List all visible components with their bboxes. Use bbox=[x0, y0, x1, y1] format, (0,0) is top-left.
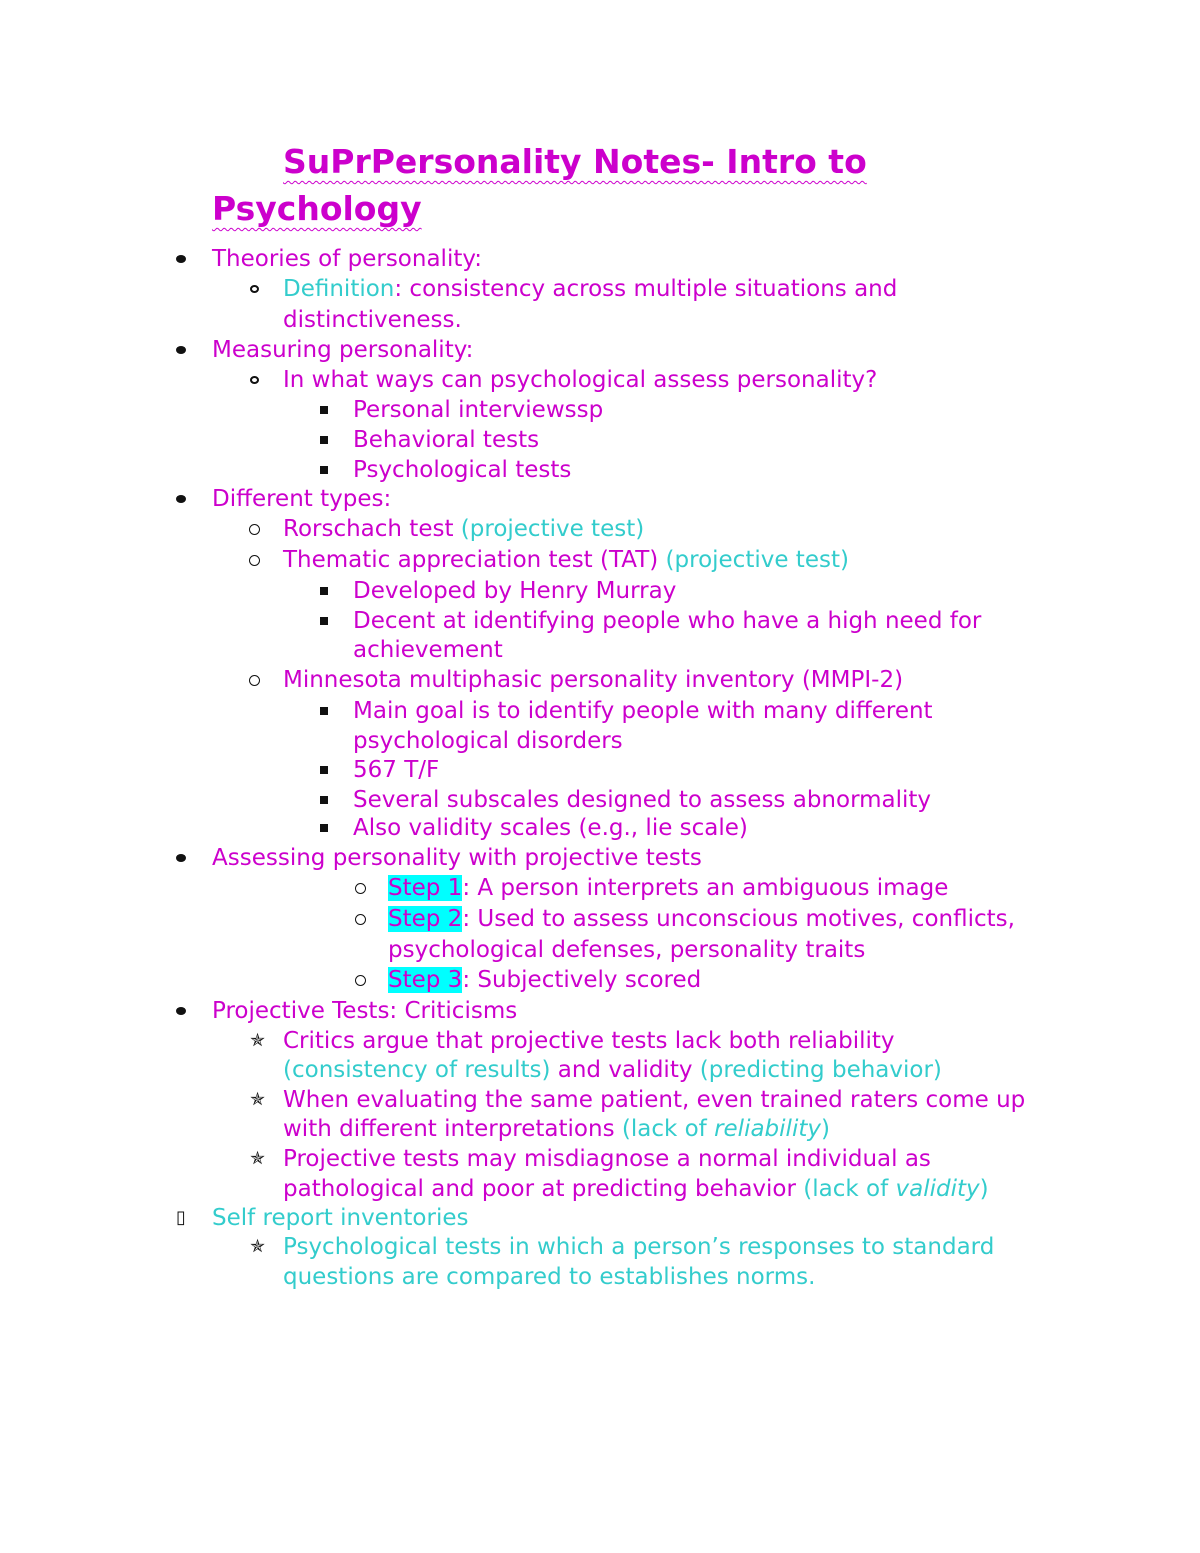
list-item-text: Assessing personality with projective tests bbox=[212, 845, 702, 871]
list-item-text: : A person interprets an ambiguous image bbox=[462, 875, 949, 901]
bullet-circle-icon bbox=[355, 883, 366, 894]
document-page: SuPrPersonality Notes- Intro to Psychology Theories of personality: Definition: consistency across multiple situations and distinctiveness. Measuring personality: In what ways can psychological assess personality? Personal interviewssp Behavioral tests Psychological tests Different types: Rorschach test (projective test) Thematic appreciation test (TAT) (projective test) Developed by Henry Murray Decent at identifying people who have a high need for achievement Minnesota multiphasic personality inventory (MMPI-2) Main goal is to identify people with many different psychological disorders 567 T/F Several subscales designed to assess abnormality Also validity scales (e.g., lie scale) Assessing personality with projective tests Step 1: A person interprets an ambiguous image Step 2: Used to assess unconscious motives, conflicts, psychological defenses, personality traits Step 3: Subjectively scored Projective Tests: Criticisms ✯ Critics argue that projective tests lack both reliability (consistency of results) and validity (predicting behavior) ✯ When evaluating the same patient, even trained raters come up with different interpretations (lack of reliability) ✯ Projective tests may misdiagnose a normal individual as pathological and poor at predicting behavior (lack of validity) ▯ Self report inventories ✯ Psychological tests in which a person’s responses to standard questions are compared to establishes norms. bbox=[0, 0, 1200, 1553]
term-label: Definition bbox=[283, 276, 395, 302]
list-item-text: Self report inventories bbox=[212, 1205, 469, 1231]
list-item-text: Critics argue that projective tests lack both reliability bbox=[283, 1028, 895, 1054]
bullet-circle-icon bbox=[249, 555, 260, 566]
list-item-text: Thematic appreciation test (TAT) bbox=[283, 547, 666, 573]
bullet-circle-icon bbox=[249, 675, 260, 686]
list-item-text: Rorschach test bbox=[283, 516, 461, 542]
bullet-circle-icon bbox=[249, 524, 260, 535]
list-item-text: Developed by Henry Murray bbox=[353, 578, 677, 604]
list-item-text: In what ways can psychological assess personality? bbox=[283, 367, 878, 393]
star-bullet-icon: ✯ bbox=[250, 1030, 266, 1051]
list-item-text: : Used to assess unconscious motives, conflicts, bbox=[462, 906, 1015, 932]
bullet-dot-icon bbox=[176, 1007, 186, 1015]
star-bullet-icon: ✯ bbox=[250, 1148, 266, 1169]
bullet-square-icon bbox=[320, 587, 328, 595]
list-item-text: Also validity scales (e.g., lie scale) bbox=[353, 815, 748, 841]
highlighted-step-label: Step 1 bbox=[388, 875, 463, 901]
list-item-text: : Subjectively scored bbox=[462, 967, 702, 993]
list-item-text: Minnesota multiphasic personality inventory (MMPI-2) bbox=[283, 667, 904, 693]
title-line-1: SuPrPersonality Notes- Intro to bbox=[283, 142, 867, 181]
list-item-text: Projective Tests: Criticisms bbox=[212, 998, 518, 1024]
list-item-text: Decent at identifying people who have a high need for bbox=[353, 608, 982, 634]
document-title bbox=[0, 138, 1200, 232]
bullet-square-icon bbox=[320, 824, 328, 832]
list-item-text: When evaluating the same patient, even trained raters come up bbox=[283, 1087, 1026, 1113]
list-item-text: : consistency across multiple situations and bbox=[394, 276, 898, 302]
bullet-dot-icon bbox=[176, 255, 186, 263]
bullet-circle-icon bbox=[355, 914, 366, 925]
note-text: (projective test) bbox=[460, 516, 645, 542]
bullet-circle-icon bbox=[355, 975, 366, 986]
bullet-ring-icon bbox=[250, 285, 259, 293]
list-item-text: Theories of personality: bbox=[212, 246, 483, 272]
bullet-square-icon bbox=[320, 796, 328, 804]
bullet-square-icon bbox=[320, 466, 328, 474]
list-item-text: Measuring personality: bbox=[212, 337, 474, 363]
list-item-text: Behavioral tests bbox=[353, 427, 540, 453]
note-text: (projective test) bbox=[665, 547, 849, 573]
bullet-dot-icon bbox=[176, 495, 186, 503]
star-bullet-icon: ✯ bbox=[250, 1236, 266, 1257]
star-bullet-icon: ✯ bbox=[250, 1089, 266, 1110]
missing-glyph-bullet-icon: ▯ bbox=[176, 1207, 186, 1228]
bullet-square-icon bbox=[320, 707, 328, 715]
list-item-text: Projective tests may misdiagnose a normal individual as bbox=[283, 1146, 931, 1172]
list-item-text: Psychological tests in which a person’s responses to standard bbox=[283, 1234, 995, 1260]
title-line-2: Psychology bbox=[212, 189, 422, 228]
list-item-text: Personal interviewssp bbox=[353, 397, 604, 423]
list-item-text: Different types: bbox=[212, 486, 392, 512]
list-item-text: 567 T/F bbox=[353, 757, 440, 783]
bullet-square-icon bbox=[320, 766, 328, 774]
highlighted-step-label: Step 3 bbox=[388, 967, 463, 993]
bullet-square-icon bbox=[320, 436, 328, 444]
list-item-text: Psychological tests bbox=[353, 457, 572, 483]
bullet-square-icon bbox=[320, 406, 328, 414]
bullet-ring-icon bbox=[250, 376, 259, 384]
bullet-dot-icon bbox=[176, 854, 186, 862]
bullet-square-icon bbox=[320, 617, 328, 625]
list-item-text: Several subscales designed to assess abnormality bbox=[353, 787, 932, 813]
list-item-text: Main goal is to identify people with many different bbox=[353, 698, 933, 724]
highlighted-step-label: Step 2 bbox=[388, 906, 463, 932]
bullet-dot-icon bbox=[176, 346, 186, 354]
